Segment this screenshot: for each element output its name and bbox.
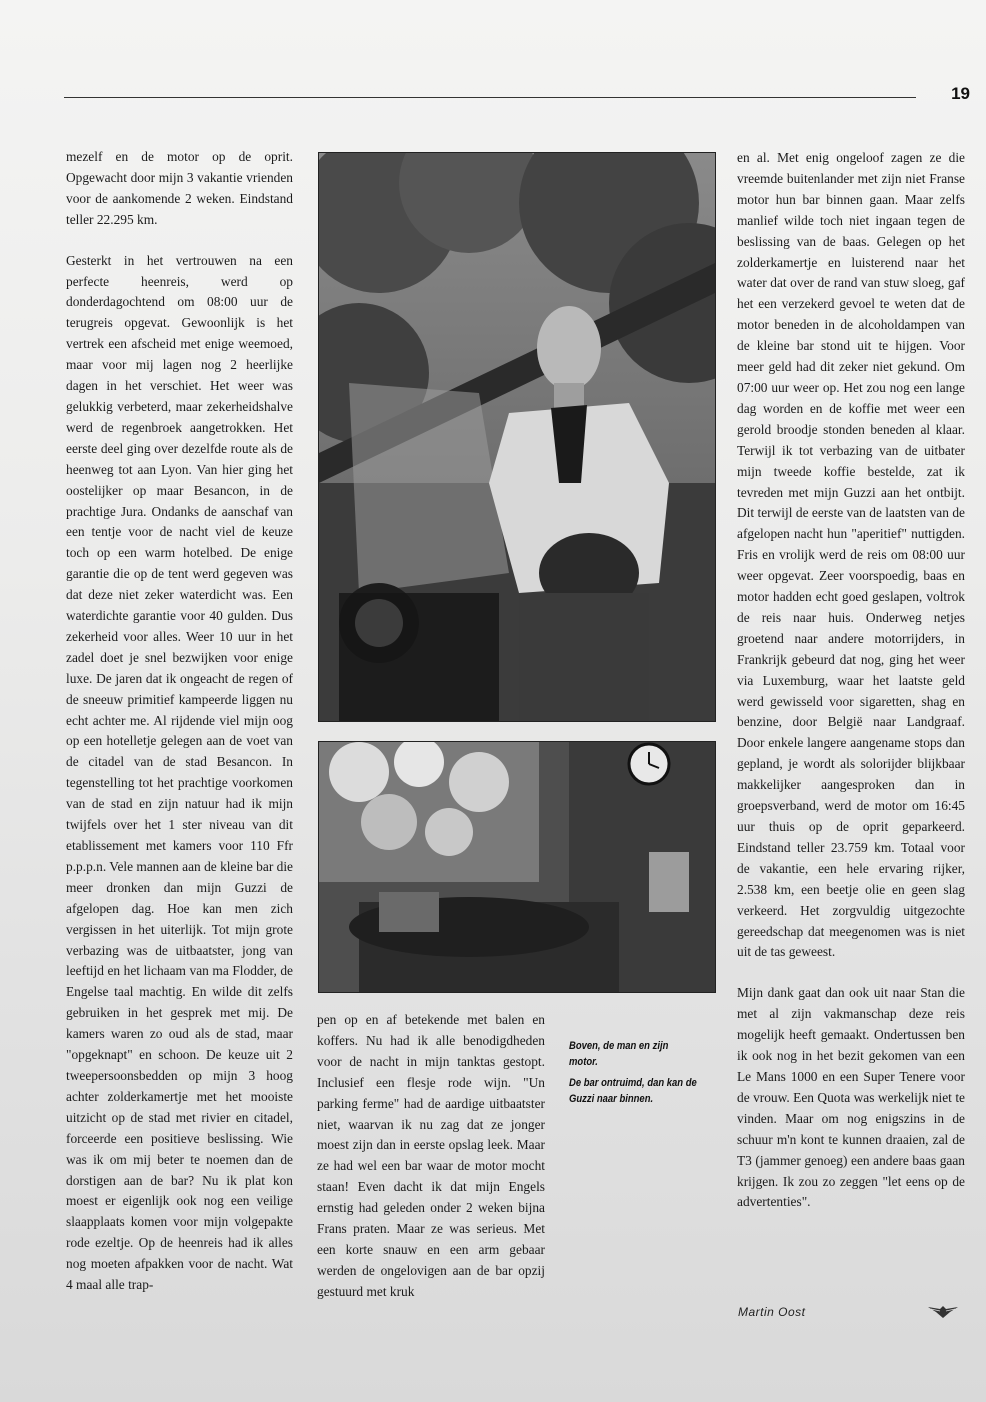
photo-man-with-motorcycle-image xyxy=(319,153,715,721)
winged-emblem-icon xyxy=(928,1303,958,1319)
caption-top-photo: Boven, de man en zijn motor. xyxy=(569,1040,669,1068)
caption-bottom-photo: De bar ontruimd, dan kan de Guzzi naar binnen. xyxy=(569,1077,697,1105)
text-column-2 xyxy=(317,1010,545,1303)
photo-man-with-motorcycle xyxy=(318,152,716,722)
paragraph: en al. Met enig ongeloof zagen ze die vreemde buitenlander met zijn niet Franse motor hun bar binnen gaan. Maar zelfs manlief wilde toch niet ingaan tegen de beslissing van de baas. Gelegen op het zolderkamertje en luisterend naar het water dat over de rand van stuw sloeg, gaf het een verzekerd gevoel te weten dat de motor beneden in de alcoholdampen van de kleine bar stond uit te hijgen. Voor meer geld had dit zeker niet gekund. Om 07:00 uur weer op. Het zou nog een lange dag worden en de koffie met weer een gerold broodje stonden beneden al klaar. Terwijl ik tot verbazing van de uitbater mijn tweede koffie bestelde, zat ik tevreden met mijn Guzzi aan het ontbijt. Dit terwijl de eerste van de laatsten van de afgelopen nacht hun "aperitief" nuttigden. Fris en vrolijk werd de reis om 08:00 uur weer opgevat. Zeer voorspoedig, baas en motor hadden echt goed geslapen, voltrok de reis naar huis. Onderweg netjes groetend naar andere motorrijders, in Frankrijk gebeurd dat nog, ging het weer via Luxemburg, waar het laatste geld werd gewisseld voor sigaretten, shag en benzine, door België naar Landgraaf. Door enkele langere aangename stops dan gepland, je wordt als solorijder blijkbaar makkelijker aangesproken dan in groepsverband, werd de motor om 16:45 uur thuis op de oprit geparkeerd. Eindstand teller 23.759 km. Totaal voor de vakantie, een hele ervaring rijker, 2.538 km, een beetje olie en geen slag verkeerd. Het zorgvuldig uitgezochte gereedschap dat meegenomen was is niet uit de tas geweest. xyxy=(737,150,965,960)
paragraph: mezelf en de motor op de oprit. Opgewacht door mijn 3 vakantie vrienden voor de aankomende 2 weken. Eindstand teller 22.295 km. xyxy=(66,149,293,227)
paragraph: Gesterkt in het vertrouwen na een perfecte heenreis, werd op donderdagochtend om 08:00 uur de terugreis opgevat. Gewoonlijk is het vertrek een afscheid met enige weemoed, maar voor mij lagen nog 2 heerlijke dagen in het verschiet. Het weer was gelukkig verbeterd, maar zekerheidshalve werd de regenbroek aangetrokken. Het eerste deel ging over dezelfde route als de heenweg tot aan Lyon. Van hier ging het oostelijker op maar Besancon, in de prachtige Jura. Ondanks de aanschaf van een tentje voor de nacht viel de keuze toch op een warm hotelbed. De enige garantie die op de tent werd gegeven was dat deze niet zeker waterdicht was. Een waterdichte garantie voor 40 gulden. Dus zekerheid voor alles. Weer 10 uur in het zadel doet je snel bezwijken voor enige luxe. De jaren dat ik ongeacht de regen of de sneeuw primitief kampeerde liggen nu echt achter me. Al rijdende viel mijn oog op een hotelletje gelegen aan de voet van de citadel van de stad Besancon. In tegenstelling tot het prachtige voorkomen van de stad en zijn natuur had ik mijn twijfels over het 1 ster niveau van dit etablissement met kamers voor 110 Ffr p.p.p.n. Vele mannen aan de kleine bar die meer dronken dan mijn Guzzi de afgelopen dag. Hoe kan men zich vergissen in het uiterlijk. Tot mijn grote verbazing was de uitbaatster, jong van leeftijd en het lichaam van ma Flodder, de Engelse taal machtig. En wilde dit zelfs gebruiken in het gesprek met mij. De kamers waren zo oud als de stad, maar "opgeknapt" en schoon. De keuze uit 2 tweepersoonsbedden op mijn 3 hoog achter zolderkamertje met het mooiste uitzicht op de stad met rivier en citadel, forceerde een positieve beslissing. Wie was ik om mij beter te noemen dan de dorstigen aan de bar? Nu ik plat kon moest er eigenlijk ook nog een veilige slaapplaats komen voor mijn volgepakte rode ezeltje. Op de heenreis had ik alles nog moeten afpakken voor de nacht. Wat 4 maal alle trap- xyxy=(66,252,293,1293)
photo-bar-interior-image xyxy=(319,742,715,992)
page-number: 19 xyxy=(951,84,970,103)
photo-bar-interior xyxy=(318,741,716,993)
text-column-1 xyxy=(66,147,293,1296)
paragraph: pen op en af betekende met balen en koffers. Nu had ik alle benodigdheden voor de nacht in mijn tanktas gestopt. Inclusief een flesje rode wijn. "Un parking ferme" had de aardige uitbaatster niet, waarvan ik nu zag dat ze jonger moest zijn dan in eerste opslag leek. Maar ze had wel een bar waar de motor mocht staan! Even dacht ik dat mijn Engels ernstig had geleden onder 2 weken bijna Frans praten. Maar ze was serieus. Met een korte snauw en een arm gebaar werden de ongelovigen aan de bar opzij gestuurd met kruk xyxy=(317,1012,545,1299)
header-rule xyxy=(64,97,916,98)
paragraph: Mijn dank gaat dan ook uit naar Stan die met al zijn vakmanschap deze reis mogelijk heeft gemaakt. Ondertussen ben ik ook nog in het bezit gekomen van een Le Mans 1000 en een Super Tenere voor de vrouw. Een Quota was werkelijk niet te vinden. Maar om nog enigszins in de schuur m'n kont te kunnen draaien, zal de T3 (jammer genoeg) een andere baas gaan krijgen. Ik zou zo zeggen "let eens op de advertenties". xyxy=(737,985,965,1210)
text-column-3 xyxy=(737,148,965,1213)
author-signature: Martin Oost xyxy=(738,1305,806,1319)
